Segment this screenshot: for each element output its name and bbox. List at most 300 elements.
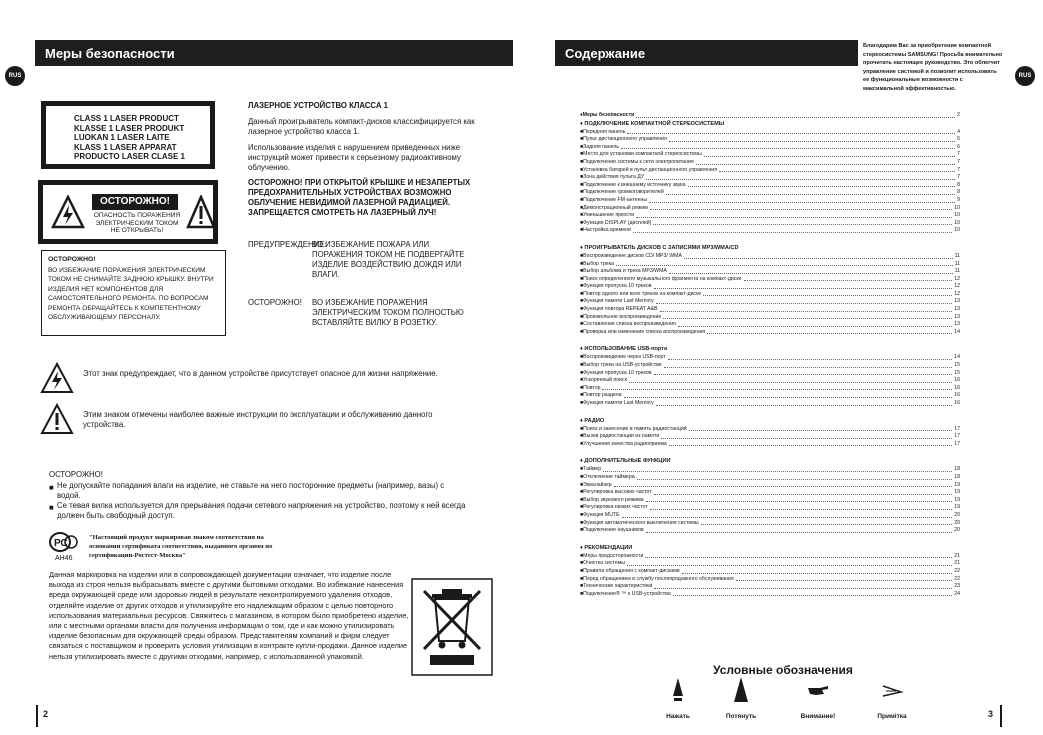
toc-leader-dots: [629, 377, 952, 383]
toc-item-page: 14: [954, 354, 960, 361]
toc-bullet: ■: [580, 143, 584, 150]
toc-item-label: Функция памяти Last Memory: [583, 298, 654, 305]
toc-item-page: 15: [954, 362, 960, 369]
toc-bullet: ■: [580, 321, 584, 328]
laser-paragraph-1: Данный проигрыватель компакт-дисков классифицируется как лазерное устройство класса 1.: [248, 117, 475, 136]
toc-leader-dots: [664, 362, 953, 368]
toc-item-page: 14: [954, 328, 960, 335]
toc-item-label: Выбор альбома и трека MP3/WMA: [583, 268, 667, 275]
toc-bullet: ■: [580, 275, 584, 282]
legend-label: Внимание!: [800, 713, 836, 720]
caution-title: ОСТОРОЖНО!: [92, 194, 178, 210]
toc-item-label: Уменьшение яркости: [583, 212, 635, 219]
toc-bullet: ■: [580, 440, 584, 447]
toc-leader-dots: [650, 504, 952, 510]
toc-row: [580, 189, 960, 197]
caution-subtitle: ОПАСНОСТЬ ПОРАЖЕНИЯ ЭЛЕКТРИЧЕСКИМ ТОКОМ НЕ ОТКРЫВАТЬ!: [93, 212, 181, 234]
toc-row: [580, 377, 960, 385]
toc-bullet: ■: [580, 527, 584, 534]
toc-row: [580, 329, 960, 337]
toc-bullet: ■: [580, 552, 584, 559]
toc-bullet: ■: [580, 128, 584, 135]
toc-row: [580, 385, 960, 393]
toc-bullet: ■: [580, 313, 584, 320]
toc-item-page: 16: [954, 384, 960, 391]
toc-item-label: Выбор трека на USB-устройстве: [583, 362, 662, 369]
toc-section-label: РАДИО: [584, 417, 605, 424]
legend-title: Условные обозначения: [713, 663, 853, 677]
toc-item-page: 8: [957, 189, 960, 196]
toc-item-label: Подключение наушников: [583, 527, 644, 534]
toc-item-page: 20: [954, 511, 960, 518]
intro-text: Благодарим Вас за приобретение компактной стереосистемы SAMSUNG! Просьба внимательно прочитать настоящее руководство. Это облегчит управление системой и позволит использовать ее функциональные возможности с максимальной эффективностью.: [863, 43, 1003, 92]
toc-item-label: Произвольное воспроизведение: [583, 313, 662, 320]
fire-warning-text: ВО ИЗБЕЖАНИЕ ПОЖАРА ИЛИ ПОРАЖЕНИЯ ТОКОМ НЕ ПОДВЕРГАЙТЕ ИЗДЕЛИЕ ВОЗДЕЙСТВИЮ ДОЖДЯ ИЛИ ВЛАГИ.: [312, 240, 465, 279]
toc-item-page: 20: [954, 527, 960, 534]
toc-row: [580, 433, 960, 441]
toc-bullet: ■: [580, 252, 584, 259]
legend-item-pull: [706, 676, 776, 720]
toc-leader-dots: [637, 474, 953, 480]
toc-leader-dots: [704, 151, 955, 157]
toc-item-label: Меры предосторожности: [583, 552, 644, 559]
toc-row: [580, 276, 960, 284]
toc-item-page: 15: [954, 369, 960, 376]
toc-item-label: Поиск определенного музыкального фрагмента на компакт-диске: [583, 275, 742, 282]
toc-bullet: ■: [580, 511, 584, 518]
toc-bullet: ■: [580, 392, 584, 399]
toc-bullet: ■: [580, 189, 584, 196]
toc-row: [580, 136, 960, 144]
toc-leader-dots: [602, 385, 952, 391]
toc-leader-dots: [654, 283, 953, 289]
toc-bullet: ■: [580, 481, 584, 488]
toc-bullet: ■: [580, 384, 584, 391]
exclamation-symbol-text: Этим знаком отмечены наиболее важные инструкции по эксплуатации и обслуживанию данного устройства.: [83, 410, 433, 429]
toc-bullet: ♦: [580, 544, 585, 551]
toc-section-label: РЕКОМЕНДАЦИИ: [584, 544, 633, 551]
toc-bullet: ■: [580, 567, 584, 574]
toc-row: [580, 129, 960, 137]
toc-item-label: Улучшение качества радиоприема: [583, 440, 667, 447]
toc-row: [580, 212, 960, 220]
toc-item-page: 12: [954, 283, 960, 290]
toc-item-label: Функция автоматического выключения системы: [583, 519, 699, 526]
toc-item-label: Очистка системы: [583, 560, 626, 567]
toc-item-label: Воспроизведение дисков CD/ MP3/ WMA: [583, 252, 682, 259]
legend-item-attention: [783, 676, 853, 720]
toc-item-label: Выбор трека: [583, 260, 614, 267]
toc-row: [580, 112, 960, 120]
toc-item-page: 16: [954, 377, 960, 384]
toc-bullet: ■: [580, 151, 584, 158]
toc-bullet: ■: [580, 496, 584, 503]
page-title-left: Меры безопасности: [35, 40, 513, 66]
toc-item-page: 8: [957, 181, 960, 188]
toc-item-label: Поиск и занесение в память радиостанций: [583, 425, 687, 432]
toc-row: [580, 261, 960, 269]
toc-leader-dots: [654, 370, 953, 376]
toc-leader-dots: [627, 560, 952, 566]
toc-item-page: 13: [954, 321, 960, 328]
toc-row: [580, 527, 960, 535]
toc-item-page: 16: [954, 400, 960, 406]
toc-item-label: Подключение системы к сети электропитания: [583, 158, 694, 165]
laser-class-box: [41, 101, 215, 169]
toc-bullet: ■: [580, 400, 584, 406]
toc-section-label: ПРОИГРЫВАТЕЛЬ ДИСКОВ С ЗАПИСЯМИ MP3/WMA/CD: [584, 244, 739, 251]
toc-section-title: [580, 457, 960, 466]
laser-radiation-warning: ОСТОРОЖНО! ПРИ ОТКРЫТОЙ КРЫШКЕ И НЕЗАПЕРТЫХ ПРЕДОХРАНИТЕЛЬНЫХ УСТРОЙСТВАХ ВОЗМОЖНО ОБЛУЧЕНИЕ НЕВИДИМОЙ ЛАЗЕРНОЙ РАДИАЦИЕЙ. ЗАПРЕЩАЕТСЯ СМОТРЕТЬ НА ЛАЗЕРНЫЙ ЛУЧ!: [248, 178, 471, 217]
toc-item-page: 13: [954, 306, 960, 313]
toc-leader-dots: [654, 583, 952, 589]
pull-icon: [733, 676, 749, 704]
toc-row: [580, 354, 960, 362]
toc-row: [580, 306, 960, 314]
toc-item-label: Таймер: [583, 466, 602, 473]
toc-bullet: ■: [580, 204, 584, 211]
toc-item-label: Место для установки компактной стереосистемы: [583, 151, 702, 158]
toc-leader-dots: [666, 189, 955, 195]
table-of-contents: [580, 112, 960, 598]
toc-item-label: Повтор раздела: [583, 392, 622, 399]
toc-leader-dots: [621, 144, 955, 150]
toc-row: [580, 291, 960, 299]
toc-item-page: 12: [954, 275, 960, 282]
toc-bullet: ■: [580, 425, 584, 432]
cert-code: AH46: [55, 555, 73, 562]
toc-section-title: [580, 120, 960, 129]
toc-leader-dots: [636, 112, 955, 118]
toc-item-page: 22: [954, 567, 960, 574]
toc-item-label: Перед обращением в службу послепродажного обслуживания: [583, 575, 734, 582]
toc-leader-dots: [661, 433, 952, 439]
press-icon: [671, 676, 685, 704]
toc-leader-dots: [663, 314, 952, 320]
toc-row: [580, 362, 960, 370]
toc-leader-dots: [736, 576, 953, 582]
toc-item-page: 19: [954, 489, 960, 496]
toc-leader-dots: [649, 197, 955, 203]
toc-section-label: ПОДКЛЮЧЕНИЕ КОМПАКТНОЙ СТЕРЕОСИСТЕМЫ: [584, 120, 725, 127]
toc-bullet: ■: [580, 196, 584, 203]
toc-item-label: Повтор одного или всех треков на компакт-диске: [583, 290, 702, 297]
toc-item-label: Функция MUTE: [583, 511, 620, 518]
toc-row: [580, 583, 960, 591]
toc-bullet: ■: [580, 519, 584, 526]
toc-leader-dots: [669, 441, 952, 447]
toc-section-title: [580, 544, 960, 553]
toc-leader-dots: [627, 129, 955, 135]
toc-item-page: 7: [957, 151, 960, 158]
toc-item-page: 9: [957, 196, 960, 203]
toc-row: [580, 167, 960, 175]
toc-leader-dots: [656, 298, 953, 304]
fire-warning-label: ПРЕДУПРЕЖДЕНИЕ:: [248, 240, 327, 249]
caution2-title: ОСТОРОЖНО!: [49, 470, 103, 479]
toc-item-page: 17: [954, 425, 960, 432]
toc-section-title: [580, 345, 960, 354]
toc-leader-dots: [703, 291, 952, 297]
lightning-warning-icon: [51, 195, 85, 229]
toc-item-label: Подключение к внешнему источнику звука: [583, 181, 686, 188]
toc-row: [580, 466, 960, 474]
cert-text: "Настоящий продукт маркирован знаком соответствия на основании сертификата соответствия, выданного органом по сертификации-Ростест-Москва": [89, 534, 273, 559]
toc-item-page: 23: [954, 583, 960, 590]
toc-item-label: Подключение FM-антенны: [583, 196, 648, 203]
toc-row: [580, 560, 960, 568]
toc-row: [580, 314, 960, 322]
toc-item-page: 12: [954, 290, 960, 297]
toc-leader-dots: [673, 591, 952, 597]
toc-leader-dots: [636, 212, 952, 218]
toc-row: [580, 426, 960, 434]
toc-bullet: ■: [580, 489, 584, 496]
toc-item-label: Воспроизведение через USB-порт: [583, 354, 666, 361]
lang-badge-right: RUS: [1015, 66, 1035, 86]
toc-item-page: 17: [954, 433, 960, 440]
toc-item-page: 11: [954, 260, 960, 267]
toc-item-label: Регулировка низких частот: [583, 504, 648, 511]
toc-row: [580, 159, 960, 167]
toc-item-label: Регулировка высоких частот: [583, 489, 652, 496]
laser-class-line: LUOKAN 1 LASER LAITE: [74, 133, 170, 142]
toc-leader-dots: [646, 527, 953, 533]
toc-row: [580, 489, 960, 497]
toc-item-page: 22: [954, 575, 960, 582]
toc-row: [580, 220, 960, 228]
toc-leader-dots: [614, 482, 953, 488]
toc-leader-dots: [660, 306, 953, 312]
toc-section-label: ДОПОЛНИТЕЛЬНЫЕ ФУНКЦИИ: [584, 458, 671, 465]
toc-bullet: ■: [580, 227, 584, 234]
toc-item-label: Функция повтора REPEAT A&B: [583, 306, 658, 313]
toc-row: [580, 253, 960, 261]
plug-warning-text: ВО ИЗБЕЖАНИЕ ПОРАЖЕНИЯ ЭЛЕКТРИЧЕСКИМ ТОКОМ ПОЛНОСТЬЮ ВСТАВЛЯЙТЕ ВИЛКУ В РОЗЕТКУ.: [312, 298, 464, 327]
toc-bullet: ♦: [580, 458, 585, 465]
plug-warning-label: ОСТОРОЖНО!: [248, 298, 302, 307]
toc-bullet: ■: [580, 166, 584, 173]
toc-bullet: ■: [580, 283, 584, 290]
toc-leader-dots: [684, 253, 953, 259]
toc-item-label: Пульт дистанционного управления: [583, 136, 667, 143]
toc-item-page: 17: [954, 440, 960, 447]
toc-bullet: ♦: [580, 112, 583, 118]
toc-item-label: Функция пропуска 10 треков: [583, 283, 652, 290]
toc-row: [580, 553, 960, 561]
toc-bullet: ■: [580, 306, 584, 313]
toc-item-page: 4: [957, 128, 960, 135]
toc-item-page: 21: [954, 552, 960, 559]
toc-bullet: ■: [580, 377, 584, 384]
toc-bullet: ■: [580, 174, 584, 181]
toc-bullet: ■: [580, 575, 584, 582]
toc-item-label: Подключение® ™ к USB-устройства: [583, 590, 671, 597]
legend-item-press: [643, 676, 713, 720]
toc-item-label: Задняя панель: [583, 143, 620, 150]
toc-leader-dots: [707, 329, 952, 335]
toc-section-title: [580, 417, 960, 426]
toc-bullet: ■: [580, 136, 584, 143]
toc-item-label: Демонстрационный режим: [583, 204, 648, 211]
toc-item-page: 10: [954, 204, 960, 211]
legend-label: Потянуть: [725, 713, 757, 720]
toc-row: [580, 182, 960, 190]
toc-leader-dots: [622, 512, 953, 518]
toc-item-label: Подключение громкоговорителей: [583, 189, 664, 196]
caution2-bullet: ■: [49, 503, 54, 512]
warning-title: ОСТОРОЖНО!: [48, 256, 96, 263]
page-number-right: 3: [988, 709, 994, 719]
toc-leader-dots: [650, 205, 952, 211]
legend-label: Примiтка: [877, 713, 907, 720]
toc-row: [580, 400, 960, 408]
toc-item-page: 2: [957, 112, 960, 118]
toc-leader-dots: [689, 426, 953, 432]
toc-item-label: Зона действия пульта ДУ: [583, 174, 645, 181]
toc-bullet: ■: [580, 590, 584, 597]
toc-leader-dots: [656, 400, 953, 406]
weee-bin-icon: [410, 577, 494, 677]
caution2-item: Не допускайте попадания влаги на изделие, не ставьте на него посторонние предметы (например, вазы) с водой.: [57, 481, 445, 500]
service-warning-box: [41, 250, 226, 336]
toc-leader-dots: [688, 182, 956, 188]
caution2-item: Се тевая вилка используется для прерывания подачи сетевого напряжения на устройство, поэтому к ней всегда должен быть свободный доступ.: [57, 501, 466, 520]
toc-item-page: 11: [954, 268, 960, 275]
toc-leader-dots: [645, 553, 952, 559]
toc-bullet: ♦: [580, 120, 585, 127]
toc-bullet: ■: [580, 369, 584, 376]
toc-item-label: Функция памяти Last Memory: [583, 400, 654, 406]
toc-row: [580, 283, 960, 291]
toc-item-page: 10: [954, 212, 960, 219]
toc-item-label: Выбор звукового режима: [583, 496, 644, 503]
toc-leader-dots: [624, 392, 953, 398]
toc-item-page: 21: [954, 560, 960, 567]
toc-item-label: Технические характеристики: [583, 583, 653, 590]
toc-bullet: ■: [580, 219, 584, 226]
caution2-bullet: ■: [49, 483, 54, 492]
toc-item-label: Ускоренный поиск: [583, 377, 627, 384]
toc-row: [580, 520, 960, 528]
toc-item-label: Установка батарей в пульт дистанционного управления: [583, 166, 718, 173]
toc-item-page: 20: [954, 519, 960, 526]
toc-item-page: 10: [954, 227, 960, 234]
toc-row: [580, 151, 960, 159]
exclamation-symbol-icon: [40, 403, 74, 435]
toc-leader-dots: [646, 174, 955, 180]
toc-item-label: Проверка или изменение списка воспроизведения: [583, 328, 706, 335]
toc-item-label: Повтор: [583, 384, 601, 391]
toc-item-label: Отключение таймера: [583, 473, 635, 480]
laser-class-line: KLASS 1 LASER APPARAT: [74, 142, 177, 152]
toc-row: [580, 205, 960, 213]
laser-class-line: KLASSE 1 LASER PRODUKT: [74, 123, 185, 133]
toc-leader-dots: [669, 136, 955, 142]
toc-item-page: 13: [954, 298, 960, 305]
toc-leader-dots: [744, 276, 953, 282]
toc-bullet: ♦: [580, 244, 585, 251]
toc-item-page: 10: [954, 219, 960, 226]
toc-row: [580, 568, 960, 576]
toc-leader-dots: [668, 354, 953, 360]
exclamation-warning-icon: [186, 195, 216, 229]
toc-row: [580, 144, 960, 152]
svg-text:РС: РС: [54, 538, 68, 549]
toc-leader-dots: [696, 159, 955, 165]
toc-item-page: 7: [957, 158, 960, 165]
toc-leader-dots: [603, 466, 952, 472]
laser-class-line: PRODUCTO LASER CLASE 1: [74, 152, 185, 161]
toc-item-label: Функция DISPLAY (дисплей): [583, 219, 652, 226]
toc-item-page: 16: [954, 392, 960, 399]
toc-bullet: ■: [580, 181, 584, 188]
laser-class-line: CLASS 1 LASER PRODUCT: [74, 114, 179, 123]
legend-item-note: [857, 676, 927, 720]
toc-bullet: ♦: [580, 417, 585, 424]
pct-certification-icon: [49, 531, 79, 553]
toc-row: [580, 482, 960, 490]
toc-item-page: 5: [957, 136, 960, 143]
toc-bullet: ■: [580, 212, 584, 219]
attention-hand-icon: [806, 676, 830, 704]
toc-section-label: ИСПОЛЬЗОВАНИЕ USB-порта: [584, 346, 668, 353]
toc-item-label: Составление списка воспроизведения: [583, 321, 676, 328]
toc-bullet: ■: [580, 298, 584, 305]
disposal-text: Данная маркировка на изделии или в сопровождающей документации означает, что изделие после выхода из строя нельзя выбрасывать вместе с другими бытовыми отходами. Во избежание нанесения вреда окружающей среде или здоровью людей в результате неконтролируемого удаления отходов, отделяйте изделие от других отходов и утилизируйте его надлежащим образом с целью повторного использования материальных ресурсов. Свяжитесь с магазином, в котором было приобретено изделие, или с местными органами власти для получения информации о том, где и как можно утилизировать изделие безопасным для окружающей среды образом. Представителям компаний и фирм следует связаться с поставщиком и проверить условия утилизации в контракте купли-продажи. Данное изделие нельзя утилизировать вместе с другими отходами, например, с использованной упаковкой.: [49, 570, 409, 661]
toc-leader-dots: [682, 568, 953, 574]
toc-bullet: ■: [580, 466, 584, 473]
toc-item-page: 19: [954, 481, 960, 488]
warning-body: ВО ИЗБЕЖАНИЕ ПОРАЖЕНИЯ ЭЛЕКТРИЧЕСКИМ ТОКОМ НЕ СНИМАЙТЕ ЗАДНЮЮ КРЫШКУ. ВНУТРИ ИЗДЕЛИЯ НЕТ КОМПОНЕНТОВ ДЛЯ САМОСТОЯТЕЛЬНОГО РЕМОНТА. ПО ВОПРОСАМ РЕМОНТА ОБРАЩАЙТЕСЬ К КОМПЕТЕНТНОМУ ОБСЛУЖИВАЮЩЕМУ ПЕРСОНАЛУ.: [48, 266, 214, 322]
toc-item-label: Настройка времени: [583, 227, 631, 234]
toc-row: [580, 474, 960, 482]
toc-section-title: [580, 244, 960, 253]
toc-item-label: Вызов радиостанции из памяти: [583, 433, 660, 440]
toc-bullet: ■: [580, 560, 584, 567]
note-icon: [880, 676, 904, 704]
toc-leader-dots: [653, 220, 952, 226]
toc-leader-dots: [654, 489, 953, 495]
toc-row: [580, 174, 960, 182]
toc-item-label: Функция пропуска 10 треков: [583, 369, 652, 376]
toc-bullet: ■: [580, 260, 584, 267]
toc-row: [580, 392, 960, 400]
toc-item-page: 24: [954, 590, 960, 597]
toc-leader-dots: [633, 227, 952, 233]
toc-item-page: 19: [954, 496, 960, 503]
toc-row: [580, 591, 960, 599]
toc-bullet: ♦: [580, 346, 585, 353]
toc-bullet: ■: [580, 362, 584, 369]
toc-item-label: Правила обращения с компакт-дисками: [583, 567, 680, 574]
toc-bullet: ■: [580, 354, 584, 361]
toc-row: [580, 268, 960, 276]
toc-row: [580, 197, 960, 205]
toc-item-page: 19: [954, 504, 960, 511]
toc-bullet: ■: [580, 433, 584, 440]
toc-row: [580, 227, 960, 235]
page-title-right: Содержание: [555, 40, 858, 66]
toc-leader-dots: [701, 520, 953, 526]
toc-item-page: 7: [957, 174, 960, 181]
toc-row: [580, 504, 960, 512]
toc-item-page: 11: [954, 252, 960, 259]
toc-leader-dots: [719, 167, 955, 173]
toc-item-page: 18: [954, 466, 960, 473]
legend-label: Нажать: [666, 713, 690, 720]
caution-label-box: [38, 180, 218, 244]
